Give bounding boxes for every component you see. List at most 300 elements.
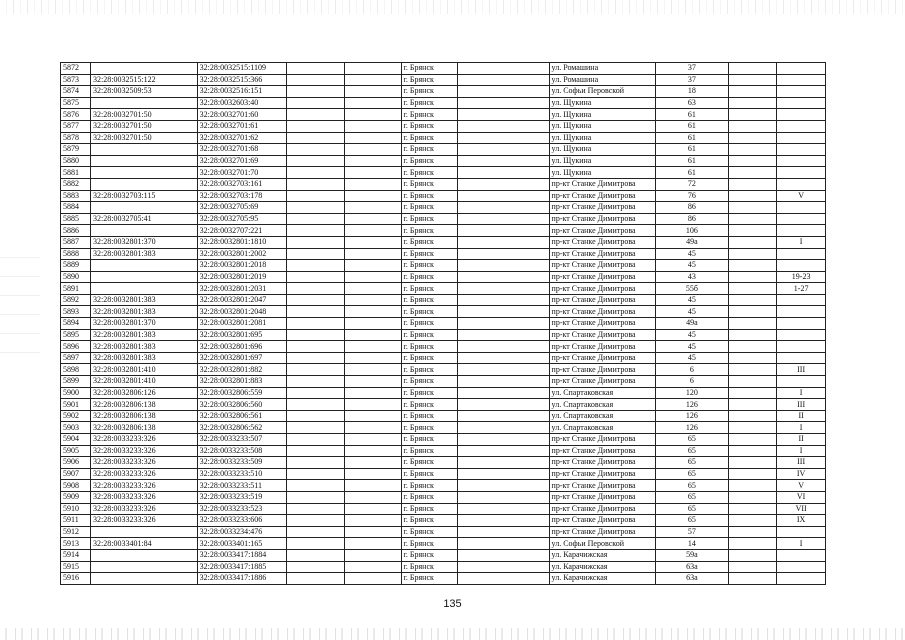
cell-empty-col-c	[458, 434, 549, 446]
cell-row-number: 5910	[61, 503, 91, 515]
cell-parcel-number: 32:28:0032801:410	[91, 376, 198, 388]
cell-row-number: 5887	[61, 236, 91, 248]
cell-apartment: VI	[777, 491, 826, 503]
cell-object-number: 32:28:0032707:221	[197, 225, 286, 237]
cell-parcel-number: 32:28:0032801:370	[91, 236, 198, 248]
cell-empty-col-b	[344, 202, 401, 214]
cell-street: ул. Ромашина	[549, 74, 656, 86]
cell-house-number: 61	[656, 132, 728, 144]
cell-city: г. Брянск	[401, 271, 458, 283]
scan-artifact-left	[0, 250, 40, 370]
cell-apartment: I	[777, 538, 826, 550]
cell-empty-col-a	[286, 109, 344, 121]
cell-city: г. Брянск	[401, 515, 458, 527]
cell-object-number: 32:28:0032801:2002	[197, 248, 286, 260]
cell-street: пр-кт Станке Димитрова	[549, 248, 656, 260]
cell-object-number: 32:28:0033233:510	[197, 468, 286, 480]
cell-empty-col-a	[286, 387, 344, 399]
cell-city: г. Брянск	[401, 399, 458, 411]
cell-empty-col-c	[458, 341, 549, 353]
cell-street: ул. Спартаковская	[549, 410, 656, 422]
table-row	[61, 468, 826, 480]
cell-parcel-number: 32:28:0032703:115	[91, 190, 198, 202]
cell-empty-col-a	[286, 318, 344, 330]
cell-parcel-number	[91, 561, 198, 573]
cell-empty-col-c	[458, 63, 549, 75]
cell-empty-col-a	[286, 364, 344, 376]
table-row	[61, 271, 826, 283]
cell-empty-col-c	[458, 561, 549, 573]
cell-empty-col-a	[286, 538, 344, 550]
cell-city: г. Брянск	[401, 202, 458, 214]
cell-city: г. Брянск	[401, 457, 458, 469]
table-row	[61, 178, 826, 190]
cell-empty-col-b	[344, 248, 401, 260]
cell-empty-col-c	[458, 74, 549, 86]
cell-street: пр-кт Станке Димитрова	[549, 445, 656, 457]
cell-empty-col-b	[344, 63, 401, 75]
cell-apartment	[777, 294, 826, 306]
cell-house-number: 106	[656, 225, 728, 237]
cell-city: г. Брянск	[401, 341, 458, 353]
cell-empty-col-d	[728, 561, 777, 573]
cell-apartment	[777, 97, 826, 109]
cell-house-number: 45	[656, 294, 728, 306]
cell-apartment: V	[777, 480, 826, 492]
cell-empty-col-a	[286, 190, 344, 202]
cell-empty-col-a	[286, 341, 344, 353]
table-row	[61, 109, 826, 121]
cell-empty-col-b	[344, 468, 401, 480]
cell-row-number: 5913	[61, 538, 91, 550]
cell-row-number: 5898	[61, 364, 91, 376]
cell-row-number: 5902	[61, 410, 91, 422]
cell-empty-col-b	[344, 97, 401, 109]
cell-empty-col-c	[458, 503, 549, 515]
cell-object-number: 32:28:0032806:559	[197, 387, 286, 399]
cell-object-number: 32:28:0032801:2081	[197, 318, 286, 330]
table-row	[61, 341, 826, 353]
cell-city: г. Брянск	[401, 294, 458, 306]
cell-house-number: 45	[656, 329, 728, 341]
cell-empty-col-c	[458, 399, 549, 411]
table-row	[61, 549, 826, 561]
cell-empty-col-c	[458, 120, 549, 132]
cell-object-number: 32:28:0033233:519	[197, 491, 286, 503]
cell-house-number: 37	[656, 74, 728, 86]
cell-apartment	[777, 109, 826, 121]
cell-apartment: II	[777, 434, 826, 446]
cell-empty-col-b	[344, 109, 401, 121]
cell-parcel-number: 32:28:0032801:383	[91, 306, 198, 318]
cell-apartment	[777, 202, 826, 214]
cell-empty-col-d	[728, 364, 777, 376]
table-row	[61, 248, 826, 260]
cell-city: г. Брянск	[401, 573, 458, 585]
cell-empty-col-a	[286, 213, 344, 225]
cell-row-number: 5881	[61, 167, 91, 179]
cell-object-number: 32:28:0032515:366	[197, 74, 286, 86]
cell-empty-col-d	[728, 480, 777, 492]
cell-parcel-number: 32:28:0033233:326	[91, 503, 198, 515]
cell-street: ул. Щукина	[549, 109, 656, 121]
cell-object-number: 32:28:0032703:161	[197, 178, 286, 190]
cell-city: г. Брянск	[401, 63, 458, 75]
cell-parcel-number	[91, 526, 198, 538]
table-row	[61, 225, 826, 237]
cell-city: г. Брянск	[401, 434, 458, 446]
cell-object-number: 32:28:0033417:1885	[197, 561, 286, 573]
cell-empty-col-c	[458, 445, 549, 457]
cell-empty-col-c	[458, 526, 549, 538]
cell-empty-col-d	[728, 248, 777, 260]
cell-house-number: 76	[656, 190, 728, 202]
cell-city: г. Брянск	[401, 132, 458, 144]
cell-object-number: 32:28:0033233:507	[197, 434, 286, 446]
table-row	[61, 526, 826, 538]
cell-empty-col-b	[344, 225, 401, 237]
cell-row-number: 5906	[61, 457, 91, 469]
cell-empty-col-d	[728, 376, 777, 388]
table-row	[61, 63, 826, 75]
cell-empty-col-c	[458, 549, 549, 561]
cell-empty-col-c	[458, 573, 549, 585]
cell-object-number: 32:28:0033417:1886	[197, 573, 286, 585]
cell-city: г. Брянск	[401, 167, 458, 179]
cell-parcel-number	[91, 167, 198, 179]
cell-apartment	[777, 213, 826, 225]
cell-row-number: 5894	[61, 318, 91, 330]
cell-empty-col-b	[344, 341, 401, 353]
cell-empty-col-d	[728, 225, 777, 237]
table-row	[61, 422, 826, 434]
table-row	[61, 306, 826, 318]
table-row	[61, 573, 826, 585]
cell-empty-col-d	[728, 190, 777, 202]
cell-city: г. Брянск	[401, 178, 458, 190]
cell-parcel-number: 32:28:0032806:138	[91, 422, 198, 434]
cell-apartment	[777, 573, 826, 585]
cell-house-number: 126	[656, 399, 728, 411]
cell-house-number: 14	[656, 538, 728, 550]
cell-city: г. Брянск	[401, 190, 458, 202]
cell-empty-col-d	[728, 236, 777, 248]
cell-parcel-number: 32:28:0033233:326	[91, 434, 198, 446]
cell-apartment	[777, 144, 826, 156]
cell-object-number: 32:28:0033233:509	[197, 457, 286, 469]
table-row	[61, 352, 826, 364]
cell-apartment: IX	[777, 515, 826, 527]
cell-empty-col-c	[458, 132, 549, 144]
cell-row-number: 5883	[61, 190, 91, 202]
cell-apartment: 19-23	[777, 271, 826, 283]
cell-object-number: 32:28:0033401:165	[197, 538, 286, 550]
table-row	[61, 132, 826, 144]
cell-parcel-number	[91, 283, 198, 295]
cell-city: г. Брянск	[401, 225, 458, 237]
cell-empty-col-b	[344, 503, 401, 515]
cell-city: г. Брянск	[401, 480, 458, 492]
cell-object-number: 32:28:0032801:1810	[197, 236, 286, 248]
cell-house-number: 55б	[656, 283, 728, 295]
cell-empty-col-b	[344, 167, 401, 179]
cell-house-number: 126	[656, 410, 728, 422]
cell-street: пр-кт Станке Димитрова	[549, 480, 656, 492]
cell-city: г. Брянск	[401, 376, 458, 388]
cell-row-number: 5909	[61, 491, 91, 503]
cell-city: г. Брянск	[401, 86, 458, 98]
cell-empty-col-d	[728, 573, 777, 585]
cell-object-number: 32:28:0032516:151	[197, 86, 286, 98]
cell-empty-col-c	[458, 480, 549, 492]
cell-row-number: 5897	[61, 352, 91, 364]
cell-row-number: 5904	[61, 434, 91, 446]
cell-street: пр-кт Станке Димитрова	[549, 364, 656, 376]
cell-empty-col-d	[728, 271, 777, 283]
cell-empty-col-a	[286, 225, 344, 237]
table-row	[61, 213, 826, 225]
cell-street: пр-кт Станке Димитрова	[549, 503, 656, 515]
cell-object-number: 32:28:0032801:2048	[197, 306, 286, 318]
cell-row-number: 5895	[61, 329, 91, 341]
cell-empty-col-a	[286, 178, 344, 190]
cell-house-number: 6	[656, 376, 728, 388]
cell-empty-col-d	[728, 549, 777, 561]
cell-empty-col-d	[728, 178, 777, 190]
cell-parcel-number: 32:28:0033233:326	[91, 515, 198, 527]
cell-empty-col-a	[286, 74, 344, 86]
cell-empty-col-a	[286, 352, 344, 364]
cell-empty-col-d	[728, 132, 777, 144]
cell-parcel-number: 32:28:0033401:84	[91, 538, 198, 550]
table-row	[61, 74, 826, 86]
cell-house-number: 65	[656, 491, 728, 503]
cell-object-number: 32:28:0032603:40	[197, 97, 286, 109]
cell-street: ул. Щукина	[549, 120, 656, 132]
cell-house-number: 65	[656, 480, 728, 492]
cell-house-number: 37	[656, 63, 728, 75]
cell-empty-col-c	[458, 283, 549, 295]
cell-parcel-number: 32:28:0033233:326	[91, 491, 198, 503]
cell-row-number: 5912	[61, 526, 91, 538]
cell-empty-col-c	[458, 248, 549, 260]
cell-house-number: 45	[656, 248, 728, 260]
cell-apartment	[777, 155, 826, 167]
cell-house-number: 59а	[656, 549, 728, 561]
cell-parcel-number: 32:28:0032515:122	[91, 74, 198, 86]
cell-empty-col-c	[458, 109, 549, 121]
cell-empty-col-c	[458, 202, 549, 214]
table-row	[61, 445, 826, 457]
cell-street: ул. Щукина	[549, 144, 656, 156]
cell-empty-col-b	[344, 178, 401, 190]
register-body	[61, 63, 826, 585]
cell-house-number: 126	[656, 422, 728, 434]
cell-city: г. Брянск	[401, 248, 458, 260]
cell-empty-col-b	[344, 399, 401, 411]
cell-house-number: 120	[656, 387, 728, 399]
cell-empty-col-b	[344, 120, 401, 132]
cell-empty-col-c	[458, 422, 549, 434]
cell-house-number: 43	[656, 271, 728, 283]
cell-apartment	[777, 120, 826, 132]
cell-street: пр-кт Станке Димитрова	[549, 468, 656, 480]
cell-empty-col-b	[344, 352, 401, 364]
cell-parcel-number	[91, 97, 198, 109]
cell-apartment: 1-27	[777, 283, 826, 295]
cell-street: ул. Карачижская	[549, 561, 656, 573]
cell-empty-col-d	[728, 410, 777, 422]
cell-house-number: 86	[656, 213, 728, 225]
cell-object-number: 32:28:0032701:61	[197, 120, 286, 132]
cell-empty-col-d	[728, 144, 777, 156]
cell-street: пр-кт Станке Димитрова	[549, 236, 656, 248]
cell-city: г. Брянск	[401, 283, 458, 295]
cell-empty-col-b	[344, 573, 401, 585]
cell-parcel-number: 32:28:0032801:383	[91, 248, 198, 260]
cell-apartment	[777, 74, 826, 86]
cell-empty-col-a	[286, 167, 344, 179]
cell-row-number: 5900	[61, 387, 91, 399]
cell-object-number: 32:28:0032705:69	[197, 202, 286, 214]
cell-empty-col-d	[728, 445, 777, 457]
cell-parcel-number: 32:28:0032701:50	[91, 109, 198, 121]
cell-street: пр-кт Станке Димитрова	[549, 271, 656, 283]
cell-empty-col-b	[344, 213, 401, 225]
cell-empty-col-d	[728, 283, 777, 295]
cell-row-number: 5888	[61, 248, 91, 260]
cell-empty-col-a	[286, 480, 344, 492]
cell-empty-col-b	[344, 515, 401, 527]
cell-empty-col-d	[728, 341, 777, 353]
cell-apartment: III	[777, 399, 826, 411]
cell-house-number: 65	[656, 503, 728, 515]
cell-street: пр-кт Станке Димитрова	[549, 376, 656, 388]
cell-empty-col-d	[728, 515, 777, 527]
cell-parcel-number	[91, 549, 198, 561]
cell-empty-col-c	[458, 387, 549, 399]
cell-apartment	[777, 376, 826, 388]
cell-empty-col-b	[344, 434, 401, 446]
cell-empty-col-a	[286, 503, 344, 515]
cell-empty-col-a	[286, 248, 344, 260]
table-row	[61, 283, 826, 295]
cell-row-number: 5885	[61, 213, 91, 225]
cell-object-number: 32:28:0032801:882	[197, 364, 286, 376]
cell-apartment	[777, 260, 826, 272]
cell-house-number: 57	[656, 526, 728, 538]
cell-empty-col-b	[344, 445, 401, 457]
cell-street: пр-кт Станке Димитрова	[549, 318, 656, 330]
cell-row-number: 5880	[61, 155, 91, 167]
cell-city: г. Брянск	[401, 526, 458, 538]
cell-row-number: 5875	[61, 97, 91, 109]
table-row	[61, 167, 826, 179]
cell-parcel-number	[91, 260, 198, 272]
cell-city: г. Брянск	[401, 97, 458, 109]
cell-empty-col-c	[458, 329, 549, 341]
cell-row-number: 5884	[61, 202, 91, 214]
cell-object-number: 32:28:0033417:1884	[197, 549, 286, 561]
cell-empty-col-b	[344, 387, 401, 399]
cell-empty-col-d	[728, 202, 777, 214]
cell-empty-col-a	[286, 260, 344, 272]
cell-house-number: 65	[656, 434, 728, 446]
cell-street: ул. Спартаковская	[549, 422, 656, 434]
cell-apartment: I	[777, 422, 826, 434]
cell-house-number: 61	[656, 120, 728, 132]
table-row	[61, 399, 826, 411]
cell-empty-col-d	[728, 422, 777, 434]
cell-apartment: IV	[777, 468, 826, 480]
cell-object-number: 32:28:0033233:511	[197, 480, 286, 492]
cell-object-number: 32:28:0032806:562	[197, 422, 286, 434]
cell-empty-col-d	[728, 399, 777, 411]
cell-object-number: 32:28:0032801:2047	[197, 294, 286, 306]
table-row	[61, 561, 826, 573]
cell-empty-col-c	[458, 376, 549, 388]
cell-empty-col-a	[286, 120, 344, 132]
cell-empty-col-b	[344, 364, 401, 376]
cell-city: г. Брянск	[401, 410, 458, 422]
cell-empty-col-b	[344, 155, 401, 167]
cell-apartment	[777, 318, 826, 330]
cell-object-number: 32:28:0032701:60	[197, 109, 286, 121]
cell-street: пр-кт Станке Димитрова	[549, 225, 656, 237]
cell-parcel-number: 32:28:0032806:138	[91, 399, 198, 411]
cell-street: пр-кт Станке Димитрова	[549, 202, 656, 214]
cell-apartment	[777, 167, 826, 179]
cell-empty-col-a	[286, 422, 344, 434]
cell-object-number: 32:28:0032705:95	[197, 213, 286, 225]
cell-parcel-number	[91, 63, 198, 75]
cell-apartment: III	[777, 457, 826, 469]
cell-row-number: 5890	[61, 271, 91, 283]
table-row	[61, 515, 826, 527]
cell-house-number: 45	[656, 260, 728, 272]
cell-empty-col-c	[458, 457, 549, 469]
cell-house-number: 63а	[656, 573, 728, 585]
cell-street: ул. Щукина	[549, 132, 656, 144]
cell-apartment	[777, 549, 826, 561]
cell-apartment	[777, 526, 826, 538]
cell-city: г. Брянск	[401, 387, 458, 399]
cell-empty-col-a	[286, 399, 344, 411]
cell-empty-col-b	[344, 526, 401, 538]
cell-apartment	[777, 352, 826, 364]
table-row	[61, 491, 826, 503]
cell-street: пр-кт Станке Димитрова	[549, 283, 656, 295]
cell-object-number: 32:28:0032701:62	[197, 132, 286, 144]
cell-row-number: 5901	[61, 399, 91, 411]
cell-street: пр-кт Станке Димитрова	[549, 457, 656, 469]
cell-empty-col-b	[344, 74, 401, 86]
cell-parcel-number	[91, 178, 198, 190]
cell-empty-col-b	[344, 86, 401, 98]
cell-empty-col-d	[728, 213, 777, 225]
cell-city: г. Брянск	[401, 468, 458, 480]
cell-object-number: 32:28:0032801:695	[197, 329, 286, 341]
table-row	[61, 155, 826, 167]
cell-empty-col-c	[458, 468, 549, 480]
cell-house-number: 65	[656, 445, 728, 457]
cell-parcel-number: 32:28:0032801:383	[91, 294, 198, 306]
cell-house-number: 86	[656, 202, 728, 214]
cell-empty-col-a	[286, 515, 344, 527]
cell-empty-col-a	[286, 97, 344, 109]
cell-empty-col-b	[344, 549, 401, 561]
cell-empty-col-d	[728, 74, 777, 86]
